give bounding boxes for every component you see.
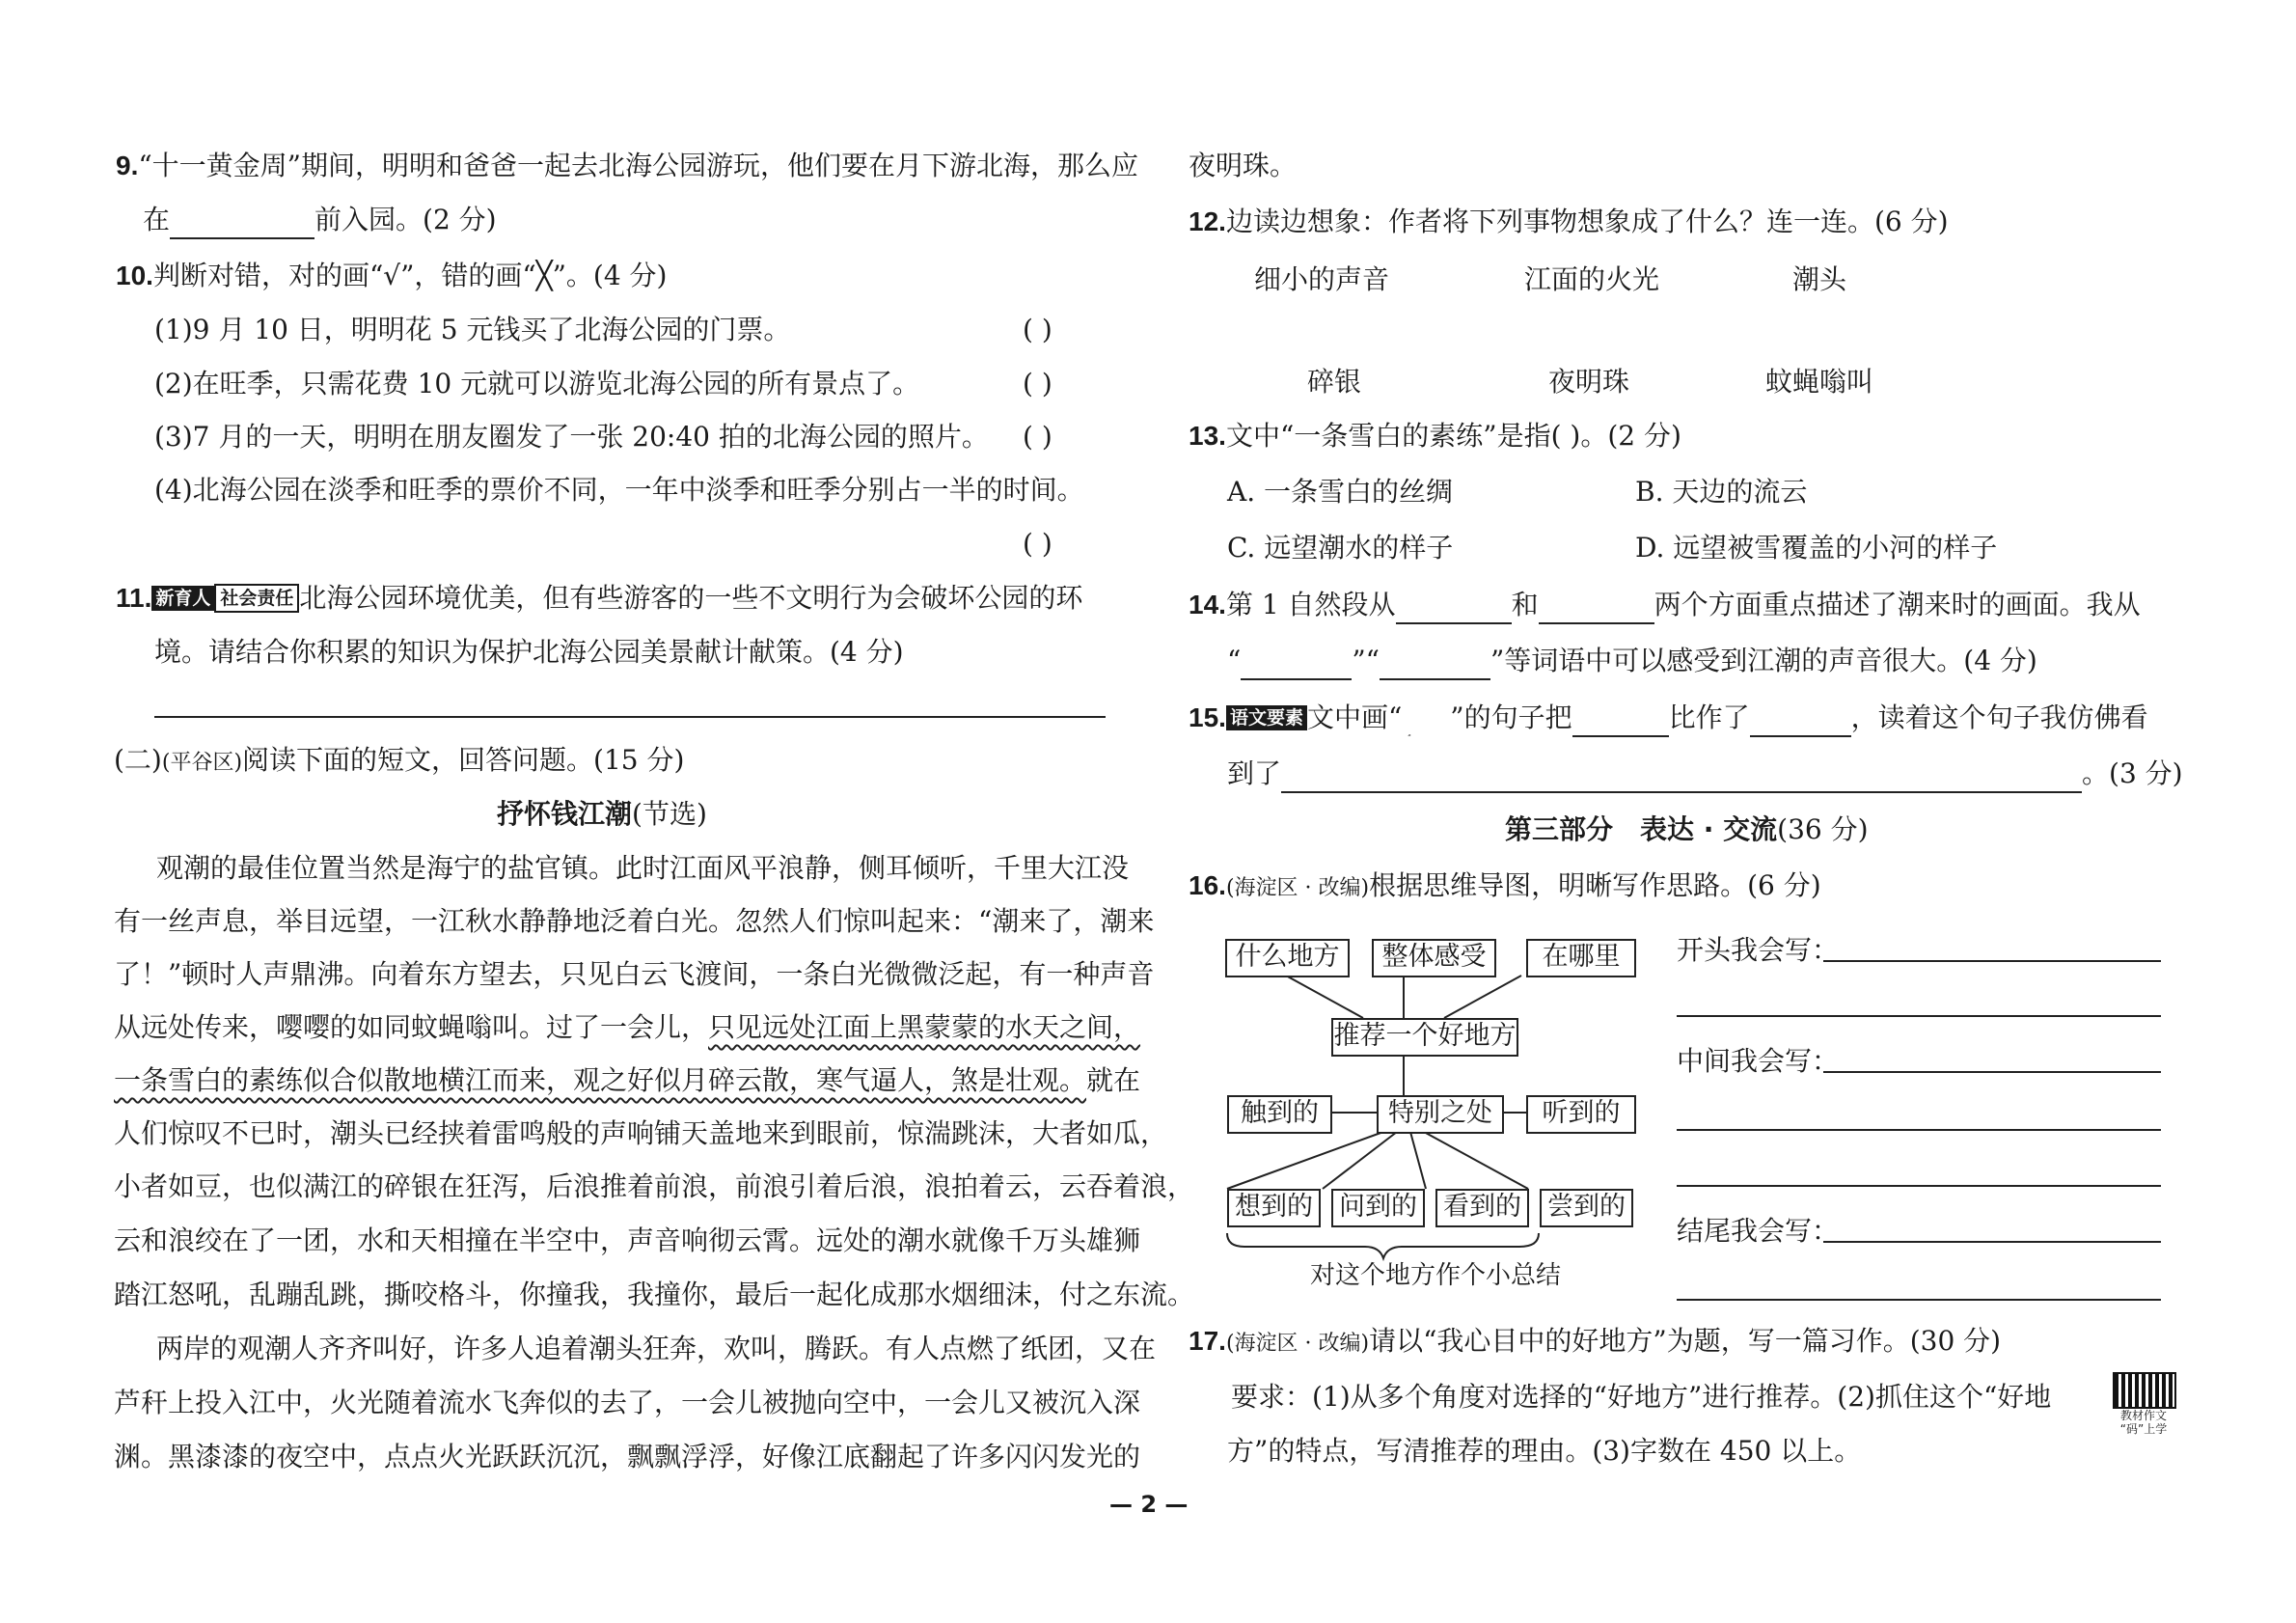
q11-line2: 境。请结合你积累的知识为保护北海公园美景献计献策。(4 分) (154, 636, 904, 668)
write-opening-line-1[interactable] (1823, 960, 2161, 962)
q12-bottom-item-2[interactable]: 夜明珠 (1548, 366, 1630, 398)
map-node-recommend-place: 推荐一个好地方 (1331, 1018, 1518, 1057)
passage-wavy-sentence-a: 只见远处江面上黑蒙蒙的水天之间， (708, 1011, 1141, 1043)
passage-line-8: 云和浪绞在了一团，水和天相撞在半空中，声音响彻云霄。远处的潮水就像千万头雄狮 (114, 1224, 1141, 1256)
q10-item-1: (1)9 月 10 日，明明花 5 元钱买了北海公园的门票。 (154, 314, 791, 345)
write-middle-line-1[interactable] (1823, 1071, 2161, 1073)
tag-new-education: 新育人 (151, 586, 214, 611)
q13-option-a[interactable]: A. 一条雪白的丝绸 (1227, 476, 1454, 508)
write-opening-label: 开头我会写： (1677, 934, 1840, 966)
q10-stem: 10.判断对错，对的画“√”，错的画“╳”。(4 分) (116, 260, 668, 291)
q13-stem: 13.文中“一条雪白的素练”是指( )。(2 分) (1189, 420, 1681, 452)
passage-line-2: 有一丝声息，举目远望，一江秋水静静地泛着白光。忽然人们惊叫起来：“潮来了，潮来 (114, 905, 1155, 937)
passage-line-5: 一条雪白的素练似合似散地横江而来，观之好似月碎云散，寒气逼人，煞是壮观。就在 (114, 1064, 1141, 1096)
map-node-heard: 听到的 (1526, 1095, 1636, 1134)
q12-bottom-item-3[interactable]: 蚊蝇嗡叫 (1765, 366, 1874, 398)
q12-top-item-3[interactable]: 潮头 (1792, 263, 1847, 295)
q11-answer-line[interactable] (154, 716, 1106, 718)
page-number: — 2 — (1109, 1491, 1189, 1518)
section-2-heading: (二)(平谷区)阅读下面的短文，回答问题。(15 分) (114, 744, 685, 776)
passage-line-4: 从远处传来，嘤嘤的如同蚊蝇嗡叫。过了一会儿，只见远处江面上黑蒙蒙的水天之间， (114, 1011, 1141, 1043)
q11-line1: 11. 新育人 社会责任 北海公园环境优美，但有些游客的一些不文明行为会破坏公园的环 (116, 582, 1083, 614)
map-node-overall-feeling: 整体感受 (1372, 939, 1496, 977)
q16-stem: 16.(海淀区 · 改编)根据思维导图，明晰写作思路。(6 分) (1189, 869, 1821, 901)
passage-line-6: 人们惊叹不已时，潮头已经挟着雷鸣般的声响铺天盖地来到眼前，惊湍跳沫，大者如瓜， (114, 1117, 1168, 1149)
q17-requirement-line1: 要求：(1)从多个角度对选择的“好地方”进行推荐。(2)抓住这个“好地 (1231, 1381, 2052, 1413)
qr-caption: 教材作文 “码”上学 (2119, 1409, 2168, 1436)
part-3-heading: 第三部分 表达 · 交流(36 分) (1505, 813, 1869, 845)
passage-continuation: 夜明珠。 (1189, 150, 1298, 181)
q15-line1: 15. 语文要素 文中画“ ”的句子把 比作了 ，读着这个句子我仿佛看 (1189, 699, 2148, 737)
map-node-what-place: 什么地方 (1225, 939, 1350, 977)
q10-item-4: (4)北海公园在淡季和旺季的票价不同，一年中淡季和旺季分别占一半的时间。 (154, 474, 1084, 506)
passage-wavy-sentence-b: 一条雪白的素练似合似散地横江而来，观之好似月碎云散，寒气逼人，煞是壮观。 (114, 1064, 1087, 1096)
write-middle-line-2[interactable] (1677, 1129, 2161, 1131)
q10-item-2: (2)在旺季，只需花费 10 元就可以游览北海公园的所有景点了。 (154, 368, 920, 399)
map-node-tasted: 尝到的 (1540, 1189, 1633, 1227)
q9-line1: 9.“十一黄金周”期间，明明和爸爸一起去北海公园游玩，他们要在月下游北海，那么应 (116, 150, 1138, 181)
map-node-smelled: 问到的 (1331, 1189, 1425, 1227)
passage-line-3: 了！”顿时人声鼎沸。向着东方望去，只见白云飞渡间，一条白光微微泛起，有一种声音 (114, 958, 1155, 990)
q15-line2: 到了 。(3 分) (1227, 755, 2183, 793)
write-middle-line-3[interactable] (1677, 1185, 2161, 1187)
passage-line-1: 观潮的最佳位置当然是海宁的盐官镇。此时江面风平浪静，侧耳倾听，千里大江没 (156, 852, 1130, 884)
q10-answer-3[interactable]: ( ) (1023, 421, 1052, 453)
tag-language-element: 语文要素 (1226, 705, 1307, 730)
q12-top-item-2[interactable]: 江面的火光 (1524, 263, 1660, 295)
q13-option-d[interactable]: D. 远望被雪覆盖的小河的样子 (1635, 532, 1998, 564)
map-node-special-features: 特别之处 (1377, 1095, 1504, 1134)
write-ending-line-2[interactable] (1677, 1299, 2161, 1301)
q10-answer-1[interactable]: ( ) (1023, 314, 1052, 345)
q12-bottom-item-1[interactable]: 碎银 (1307, 366, 1362, 398)
q9-line2: 在 前入园。(2 分) (143, 201, 497, 239)
write-ending-label: 结尾我会写： (1677, 1215, 1840, 1247)
q14-line2: “ ”“ ”等词语中可以感受到江潮的声音很大。(4 分) (1227, 642, 2037, 680)
passage-line-10: 两岸的观潮人齐齐叫好，许多人追着潮头狂奔，欢叫，腾跃。有人点燃了纸团，又在 (156, 1333, 1157, 1364)
passage-line-9: 踏江怒吼，乱蹦乱跳，撕咬格斗，你撞我，我撞你，最后一起化成那水烟细沫，付之东流。 (114, 1279, 1195, 1310)
map-node-thought: 想到的 (1227, 1189, 1321, 1227)
passage-title: 抒怀钱江潮(节选) (497, 798, 707, 830)
q9-blank[interactable] (170, 208, 314, 239)
q10-answer-4[interactable]: ( ) (1023, 528, 1052, 560)
tag-social-responsibility: 社会责任 (214, 584, 299, 613)
q17-requirement-line2: 方”的特点，写清推荐的理由。(3)字数在 450 以上。 (1227, 1435, 1862, 1467)
write-ending-line-1[interactable] (1823, 1241, 2161, 1243)
q12-top-item-1[interactable]: 细小的声音 (1254, 263, 1390, 295)
q13-option-b[interactable]: B. 天边的流云 (1635, 476, 1808, 508)
q13-option-c[interactable]: C. 远望潮水的样子 (1227, 532, 1454, 564)
q17-stem: 17.(海淀区 · 改编)请以“我心目中的好地方”为题，写一篇习作。(30 分) (1189, 1325, 2002, 1357)
map-summary-label: 对这个地方作个小总结 (1310, 1261, 1562, 1290)
q12-stem: 12.边读边想象：作者将下列事物想象成了什么？连一连。(6 分) (1189, 206, 1949, 237)
q14-line1: 14.第 1 自然段从 和 两个方面重点描述了潮来时的画面。我从 (1189, 586, 2141, 624)
map-node-touched: 触到的 (1227, 1095, 1332, 1134)
passage-line-7: 小者如豆，也似满江的碎银在狂泻，后浪推着前浪，前浪引着后浪，浪拍着云，云吞着浪， (114, 1170, 1195, 1202)
write-opening-line-2[interactable] (1677, 1015, 2161, 1017)
passage-line-11: 芦秆上投入江中，火光随着流水飞奔似的去了，一会儿被抛向空中，一会儿又被沉入深 (114, 1387, 1141, 1418)
q10-item-3: (3)7 月的一天，明明在朋友圈发了一张 20:40 拍的北海公园的照片。 (154, 421, 989, 453)
map-node-saw: 看到的 (1435, 1189, 1529, 1227)
passage-line-12: 渊。黑漆漆的夜空中，点点火光跃跃沉沉，飘飘浮浮，好像江底翻起了许多闪闪发光的 (114, 1441, 1141, 1472)
q10-answer-2[interactable]: ( ) (1023, 368, 1052, 399)
map-node-where: 在哪里 (1526, 939, 1636, 977)
write-middle-label: 中间我会写： (1677, 1045, 1840, 1077)
qr-code-icon[interactable] (2113, 1372, 2176, 1409)
